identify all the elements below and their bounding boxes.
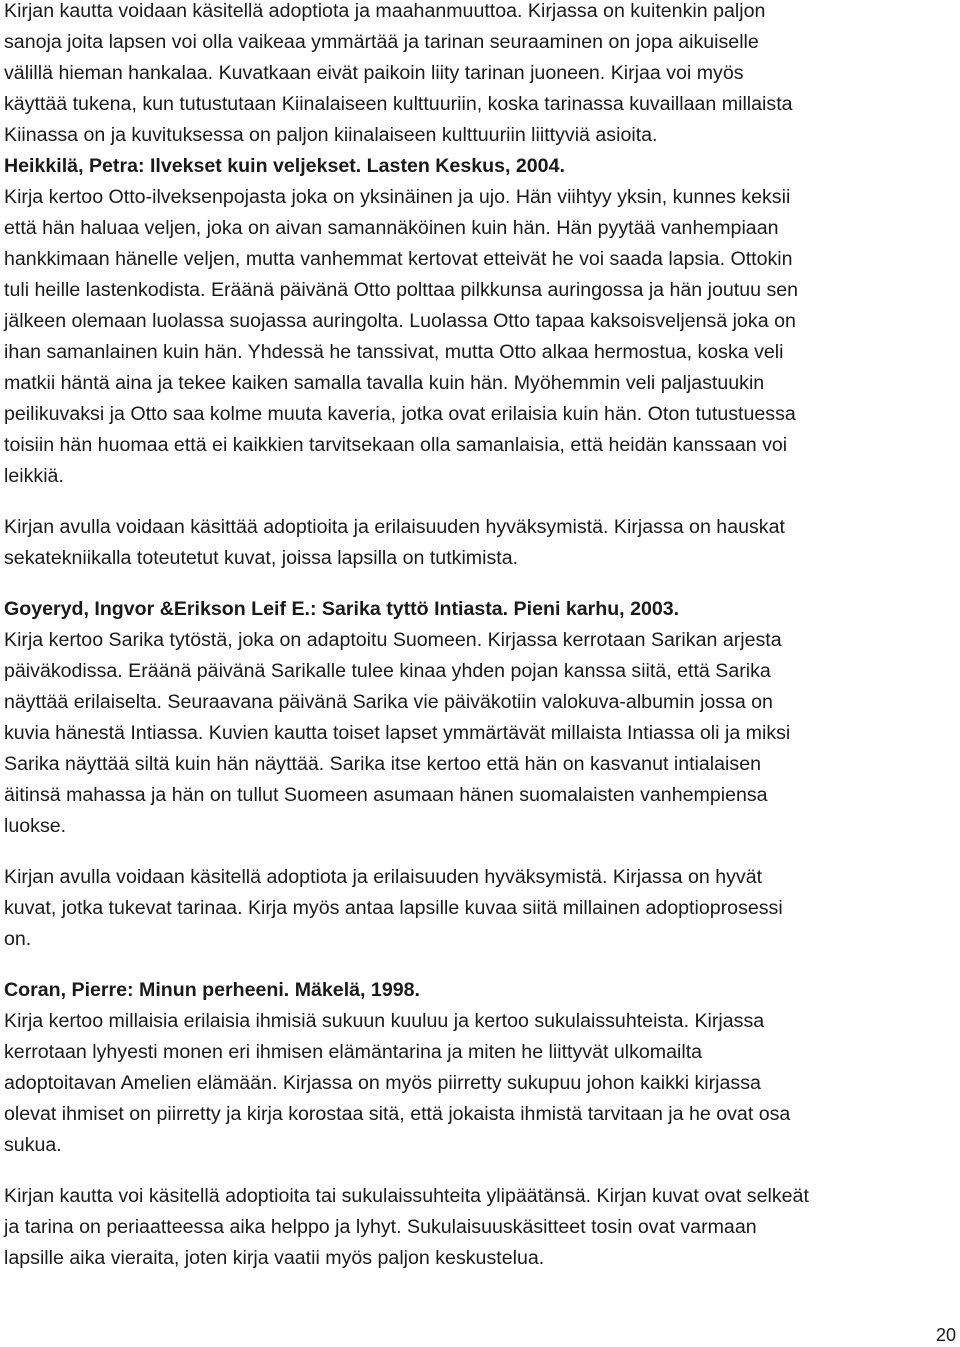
text-line: Kirjan avulla voidaan käsittää adoptioita ja erilaisuuden hyväksymistä. Kirjassa on hauskat xyxy=(4,516,785,538)
text-line: on. xyxy=(4,928,32,950)
text-line: ja tarina on periaatteessa aika helppo ja lyhyt. Sukulaisuuskäsitteet tosin ovat varmaan xyxy=(4,1216,757,1238)
text-line: kuvat, jotka tukevat tarinaa. Kirja myös antaa lapsille kuvaa siitä millainen adoptioprosessi xyxy=(4,897,783,919)
document-page xyxy=(4,0,960,1274)
body-paragraph xyxy=(4,1006,960,1161)
paragraph-gap xyxy=(4,492,960,512)
text-line: Sarika näyttää siltä kuin hän näyttää. Sarika itse kertoo että hän on kasvanut intialaisen xyxy=(4,753,761,775)
text-line: kuvia hänestä Intiassa. Kuvien kautta toiset lapset ymmärtävät millaista Intiassa oli ja miksi xyxy=(4,722,791,744)
text-line: käyttää tukena, kun tutustutaan Kiinalaiseen kulttuuriin, koska tarinassa kuvaillaan millaista xyxy=(4,93,793,115)
paragraph-gap xyxy=(4,955,960,975)
text-line: leikkiä. xyxy=(4,465,64,487)
body-paragraph xyxy=(4,1181,960,1274)
text-line: välillä hieman hankalaa. Kuvatkaan eivät paikoin liity tarinan juoneen. Kirjaa voi myös xyxy=(4,62,744,84)
text-line: Kirja kertoo millaisia erilaisia ihmisiä sukuun kuuluu ja kertoo sukulaissuhteista. Kirjassa xyxy=(4,1010,765,1032)
reference-heading xyxy=(4,151,960,182)
text-line: ihan samanlainen kuin hän. Yhdessä he tanssivat, mutta Otto alkaa hermostua, koska veli xyxy=(4,341,784,363)
text-line: päiväkodissa. Eräänä päivänä Sarikalle tulee kinaa yhden pojan kanssa siitä, että Sarika xyxy=(4,660,771,682)
text-line: kerrotaan lyhyesti monen eri ihmisen elämäntarina ja miten he liittyvät ulkomailta xyxy=(4,1041,703,1063)
text-line: Kirja kertoo Otto-ilveksenpojasta joka on yksinäinen ja ujo. Hän viihtyy yksin, kunnes keksii xyxy=(4,186,791,208)
heading-line: Coran, Pierre: Minun perheeni. Mäkelä, 1998. xyxy=(4,979,420,1001)
text-line: sekatekniikalla toteutetut kuvat, joissa lapsilla on tutkimista. xyxy=(4,547,519,569)
reference-heading xyxy=(4,594,960,625)
text-line: että hän haluaa veljen, joka on aivan samannäköinen kuin hän. Hän pyytää vanhempiaan xyxy=(4,217,779,239)
text-line: lapsille aika vieraita, joten kirja vaatii myös paljon keskustelua. xyxy=(4,1247,545,1269)
text-line: Kirja kertoo Sarika tytöstä, joka on adaptoitu Suomeen. Kirjassa kerrotaan Sarikan arjesta xyxy=(4,629,782,651)
body-paragraph xyxy=(4,862,960,955)
text-line: hankkimaan hänelle veljen, mutta vanhemmat kertovat etteivät he voi saada lapsia. Ottokin xyxy=(4,248,793,270)
text-line: luokse. xyxy=(4,815,67,837)
text-line: Kirjan kautta voi käsitellä adoptioita tai sukulaissuhteita ylipäätänsä. Kirjan kuvat ovat selkeät xyxy=(4,1185,809,1207)
page-number: 20 xyxy=(935,1325,956,1345)
body-paragraph xyxy=(4,512,960,574)
body-paragraph xyxy=(4,625,960,842)
text-line: sanoja joita lapsen voi olla vaikeaa ymmärtää ja tarinan seuraaminen on jopa aikuiselle xyxy=(4,31,759,53)
text-line: jälkeen olemaan luolassa suojassa auringolta. Luolassa Otto tapaa kaksoisveljensä joka on xyxy=(4,310,796,332)
text-line: adoptoitavan Amelien elämään. Kirjassa on myös piirretty sukupuu johon kaikki kirjassa xyxy=(4,1072,761,1094)
reference-heading xyxy=(4,975,960,1006)
text-line: toisiin hän huomaa että ei kaikkien tarvitsekaan olla samanlaisia, että heidän kanssaan voi xyxy=(4,434,788,456)
heading-line: Goyeryd, Ingvor &Erikson Leif E.: Sarika tyttö Intiasta. Pieni karhu, 2003. xyxy=(4,598,680,620)
text-line: Kirjan kautta voidaan käsitellä adoptiota ja maahanmuuttoa. Kirjassa on kuitenkin paljon xyxy=(4,0,766,22)
text-line: matkii häntä aina ja tekee kaiken samalla tavalla kuin hän. Myöhemmin veli paljastuukin xyxy=(4,372,765,394)
body-paragraph xyxy=(4,0,960,151)
paragraph-gap xyxy=(4,574,960,594)
text-line: Kiinassa on ja kuvituksessa on paljon kiinalaiseen kulttuuriin liittyviä asioita. xyxy=(4,124,658,146)
paragraph-gap xyxy=(4,842,960,862)
paragraph-gap xyxy=(4,1161,960,1181)
text-line: tuli heille lastenkodista. Eräänä päivänä Otto polttaa pilkkunsa auringossa ja hän joutuu sen xyxy=(4,279,799,301)
text-line: olevat ihmiset on piirretty ja kirja korostaa sitä, että jokaista ihmistä tarvitaan ja he ovat osa xyxy=(4,1103,791,1125)
text-line: näyttää erilaiselta. Seuraavana päivänä Sarika vie päiväkotiin valokuva-albumin jossa on xyxy=(4,691,773,713)
heading-line: Heikkilä, Petra: Ilvekset kuin veljekset. Lasten Keskus, 2004. xyxy=(4,155,565,177)
text-line: peilikuvaksi ja Otto saa kolme muuta kaveria, jotka ovat erilaisia kuin hän. Oton tutustuessa xyxy=(4,403,796,425)
body-paragraph xyxy=(4,182,960,492)
text-line: Kirjan avulla voidaan käsitellä adoptiota ja erilaisuuden hyväksymistä. Kirjassa on hyvät xyxy=(4,866,763,888)
text-line: sukua. xyxy=(4,1134,62,1156)
text-line: äitinsä mahassa ja hän on tullut Suomeen asumaan hänen suomalaisten vanhempiensa xyxy=(4,784,768,806)
